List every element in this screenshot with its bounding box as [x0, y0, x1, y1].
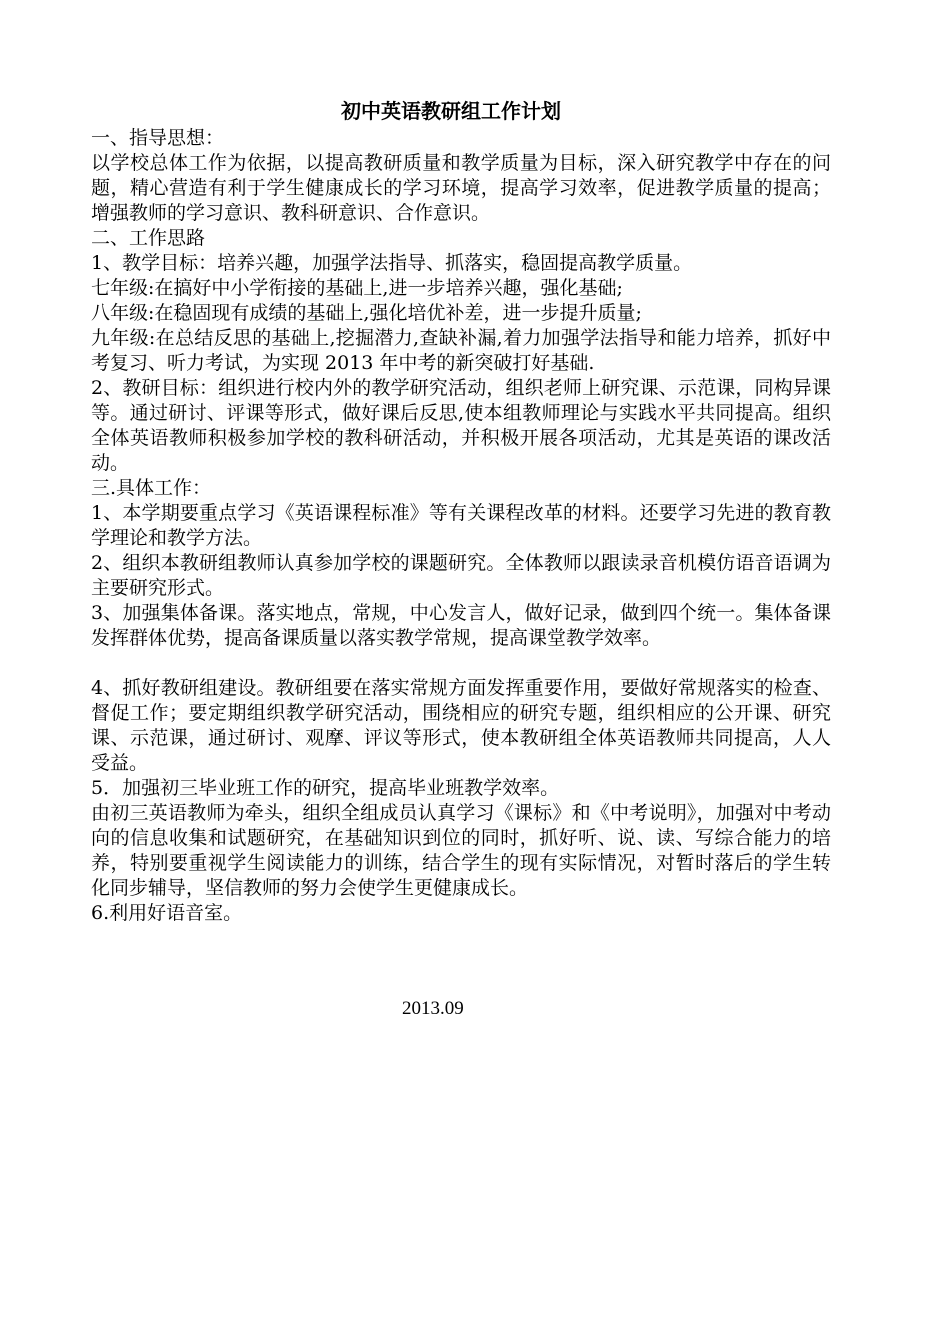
paragraph-work-item-3: 3、加强集体备课。落实地点，常规，中心发言人，做好记录，做到四个统一。集体备课发挥群体优势，提高备课质量以落实教学常规，提高课堂教学效率。 [91, 602, 831, 649]
section-heading-guiding-ideology: 一、指导思想： [91, 127, 225, 149]
paragraph-teaching-goal: 1、教学目标：培养兴趣，加强学法指导、抓落实，稳固提高教学质量。 [91, 252, 693, 274]
paragraph-guiding-ideology: 以学校总体工作为依据，以提高教研质量和教学质量为目标，深入研究教学中存在的问题，精心营造有利于学生健康成长的学习环境，提高学习效率，促进教学质量的提高；增强教师的学习意识、教科研意识、合作意识。 [91, 152, 831, 224]
paragraph-work-item-1: 1、本学期要重点学习《英语课程标准》等有关课程改革的材料。还要学习先进的教育教学理论和教学方法。 [91, 502, 831, 549]
blank-line [91, 651, 831, 676]
paragraph-grade-7: 七年级:在搞好中小学衔接的基础上,进一步培养兴趣，强化基础; [91, 277, 623, 299]
document-date: 2013.09 [402, 998, 464, 1019]
section-heading-specific-work: 三.具体工作： [91, 477, 212, 499]
paragraph-work-item-4: 4、抓好教研组建设。教研组要在落实常规方面发挥重要作用，要做好常规落实的检查、督促工作；要定期组织教学研究活动，围绕相应的研究专题，组织相应的公开课、研究课、示范课，通过研讨、观摩、评议等形式，使本教研组全体英语教师共同提高，人人受益。 [91, 677, 831, 774]
document-body [91, 96, 831, 926]
document-title: 初中英语教研组工作计划 [341, 99, 561, 123]
paragraph-work-item-2: 2、组织本教研组教师认真参加学校的课题研究。全体教师以跟读录音机模仿语音语调为主要研究形式。 [91, 552, 831, 599]
section-heading-work-approach: 二、工作思路 [91, 227, 206, 249]
paragraph-grade-8: 八年级:在稳固现有成绩的基础上,强化培优补差，进一步提升质量; [91, 302, 642, 324]
paragraph-work-item-5: 5．加强初三毕业班工作的研究，提高毕业班教学效率。 [91, 777, 560, 799]
paragraph-work-item-6: 6.利用好语音室。 [91, 902, 243, 924]
paragraph-work-item-5-detail: 由初三英语教师为牵头，组织全组成员认真学习《课标》和《中考说明》，加强对中考动向的信息收集和试题研究，在基础知识到位的同时，抓好听、说、读、写综合能力的培养，特别要重视学生阅读能力的训练，结合学生的现有实际情况，对暂时落后的学生转化同步辅导，坚信教师的努力会使学生更健康成长。 [91, 802, 831, 899]
paragraph-research-goal: 2、教研目标：组织进行校内外的教学研究活动，组织老师上研究课、示范课，同构异课等。通过研讨、评课等形式，做好课后反思,使本组教师理论与实践水平共同提高。组织全体英语教师积极参加学校的教科研活动，并积极开展各项活动，尤其是英语的课改活动。 [91, 377, 831, 474]
paragraph-grade-9: 九年级:在总结反思的基础上,挖掘潜力,查缺补漏,着力加强学法指导和能力培养，抓好中考复习、听力考试，为实现 2013 年中考的新突破打好基础. [91, 327, 831, 374]
